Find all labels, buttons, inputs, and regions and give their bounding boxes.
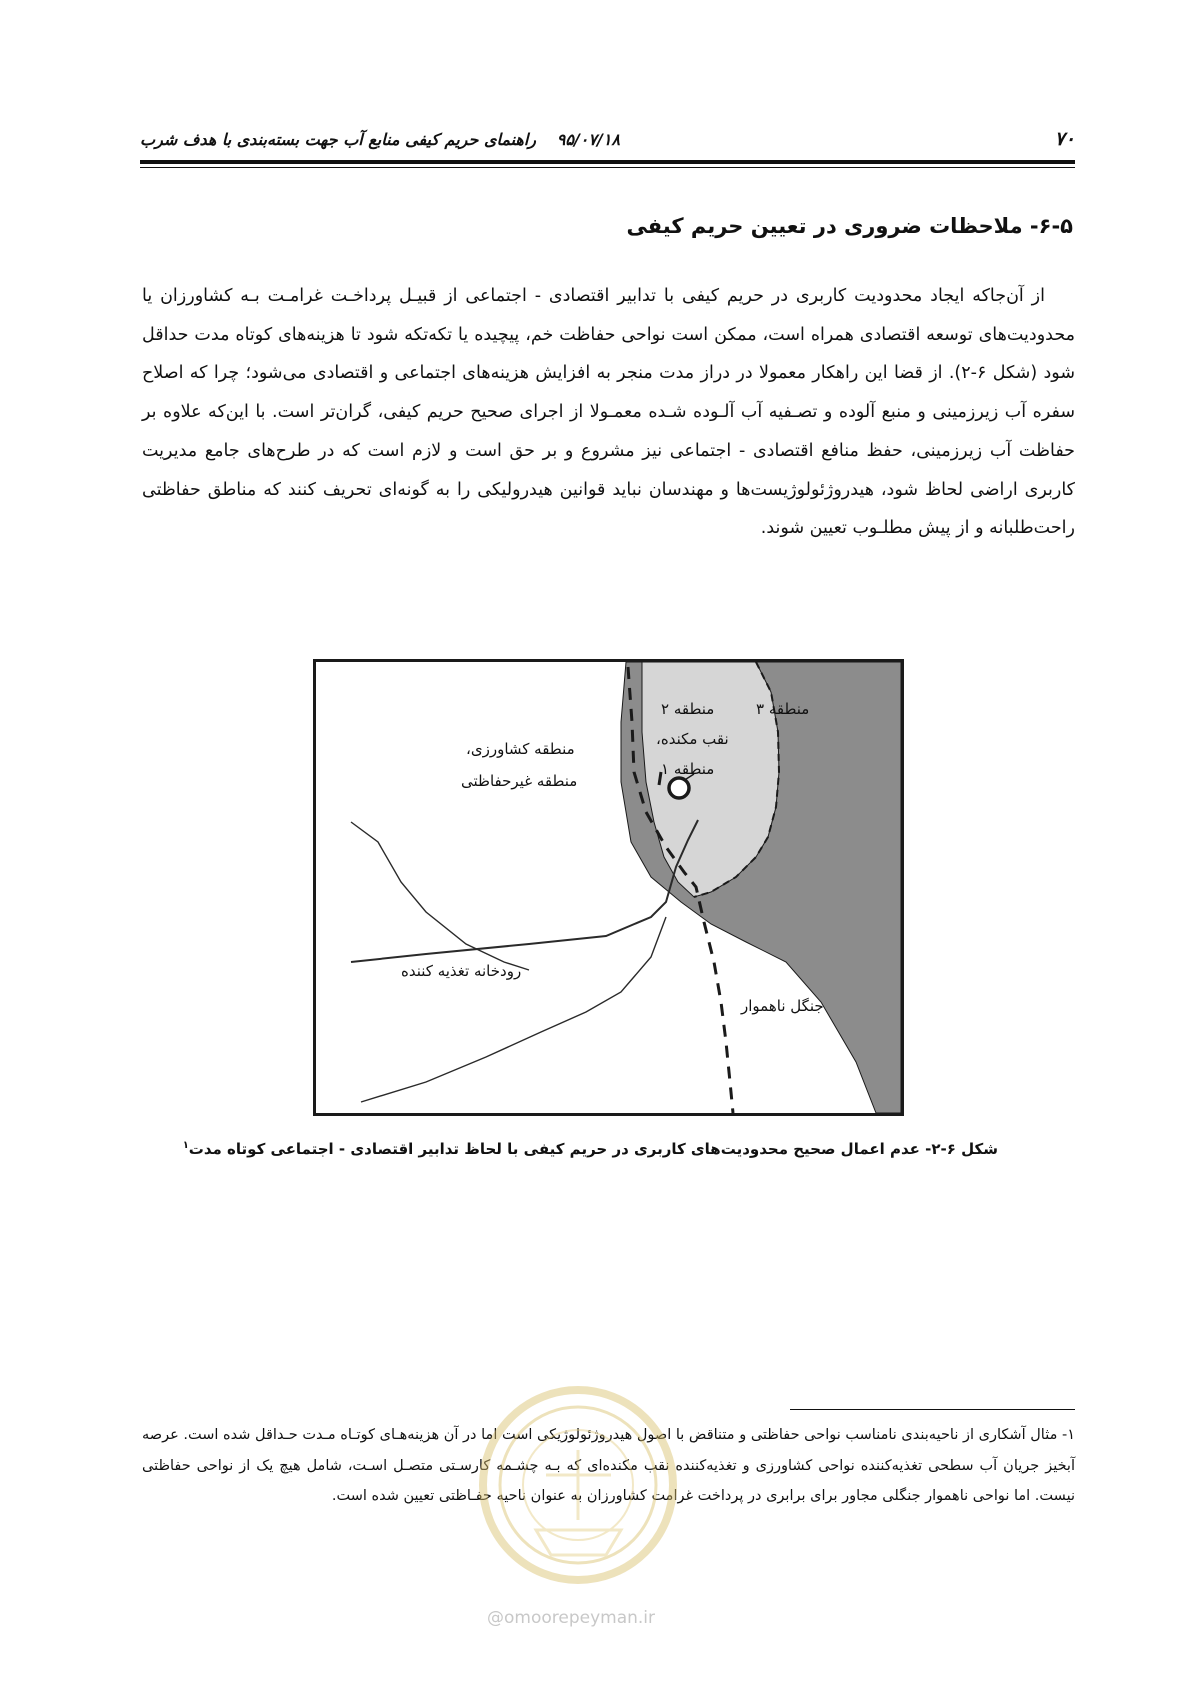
label-zone-1: منطقه ۱ xyxy=(661,760,715,778)
label-sink: نقب مکنده، xyxy=(656,730,729,748)
header-date: ۹۵/۰۷/۱۸ xyxy=(556,130,620,149)
page-number: ۷۰ xyxy=(1054,128,1075,150)
label-agri-2: منطقه غیرحفاظتی xyxy=(461,772,578,790)
header-title: راهنمای حریم کیفی منابع آب جهت بسته‌بندی با هدف شرب xyxy=(140,130,537,149)
watermark-text: @omoorepeyman.ir xyxy=(487,1608,656,1628)
section-heading: ۶-۵- ملاحظات ضروری در تعیین حریم کیفی xyxy=(626,214,1073,238)
footnote-text: ۱- مثال آشکاری از ناحیه‌بندی نامناسب نواحی حفاظتی و متناقض با اصول هیدروژئولوژیکی است اما در آن هزینه‌هـای کوتـاه مـدت حـداقل شده است. عرصه آبخیز جریان آب سطحی تغذیه‌کننده نواحی کشاورزی و تغذیه‌کننده نقب مکنده‌ای که بـه چشـمه کارسـتی متصـل اسـت، شامل هیچ یک از نواحی حفاظتی نیست. اما نواحی ناهموار جنگلی مجاور برای برابری در پرداخت غرامت کشاورزان به عنوان ناحیه حفـاظتی تعیین شده است. xyxy=(142,1427,1075,1504)
label-river: رودخانه تغذیه کننده xyxy=(401,962,522,980)
river-upper xyxy=(351,822,529,970)
body-paragraph: از آن‌جاکه ایجاد محدودیت کاربری در حریم کیفی با تدابیر اقتصادی - اجتماعی از قبیـل پرداخـت غرامـت بـه کشاورزان یا محدودیت‌های توسعه اقتصادی همراه است، ممکن است نواحی حفاظت خم، پیچیده یا تکه‌تکه شود تا هزینه‌های کوتاه مدت حداقل شود (شکل ۶-۲). از قضا این راهکار معمولا در دراز مدت منجر به افزایش هزینه‌های اجتماعی و اقتصادی می‌شود؛ چرا که اصلاح سفره آب زیرزمینی و منبع آلوده و تصـفیه آب آلـوده شـده معمـولا از اجرای صحیح حریم کیفی، گران‌تر است. با این‌که علاوه بر حفاظت آب زیرزمینی، حفظ منافع اقتصادی - اجتماعی نیز مشروع و بر حق است و لازم است که در طرح‌های جامع مدیریت کاربری اراضی لحاظ شود، هیدروژئولوژیست‌ها و مهندسان نباید قوانین هیدرولیکی را به گونه‌ای تحریف کنند که مناطق حفاظتی راحت‌طلبانه و از پیش مطلـوب تعیین شوند. xyxy=(142,286,1075,539)
running-header xyxy=(140,128,1075,156)
figure-caption-text: شکل ۶-۲- عدم اعمال صحیح محدودیت‌های کاربری در حریم کیفی با لحاظ تدابیر اقتصادی - اجتماعی کوتاه مدت xyxy=(188,1140,998,1158)
label-agri-1: منطقه کشاورزی، xyxy=(466,740,575,758)
label-zone-2: منطقه ۲ xyxy=(661,700,715,718)
figure-map xyxy=(313,659,904,1116)
footnote-rule xyxy=(790,1409,1075,1410)
header-rule-thick xyxy=(140,160,1075,164)
watermark-seal-icon xyxy=(476,1380,681,1590)
label-forest: جنگل ناهموار xyxy=(741,997,824,1015)
figure-map-drawing xyxy=(316,662,901,1113)
footnote-ref[interactable]: ۱ xyxy=(182,1140,189,1151)
label-zone-3: منطقه ۳ xyxy=(756,700,810,718)
figure-caption xyxy=(183,1140,998,1158)
header-rule-thin xyxy=(140,167,1075,168)
